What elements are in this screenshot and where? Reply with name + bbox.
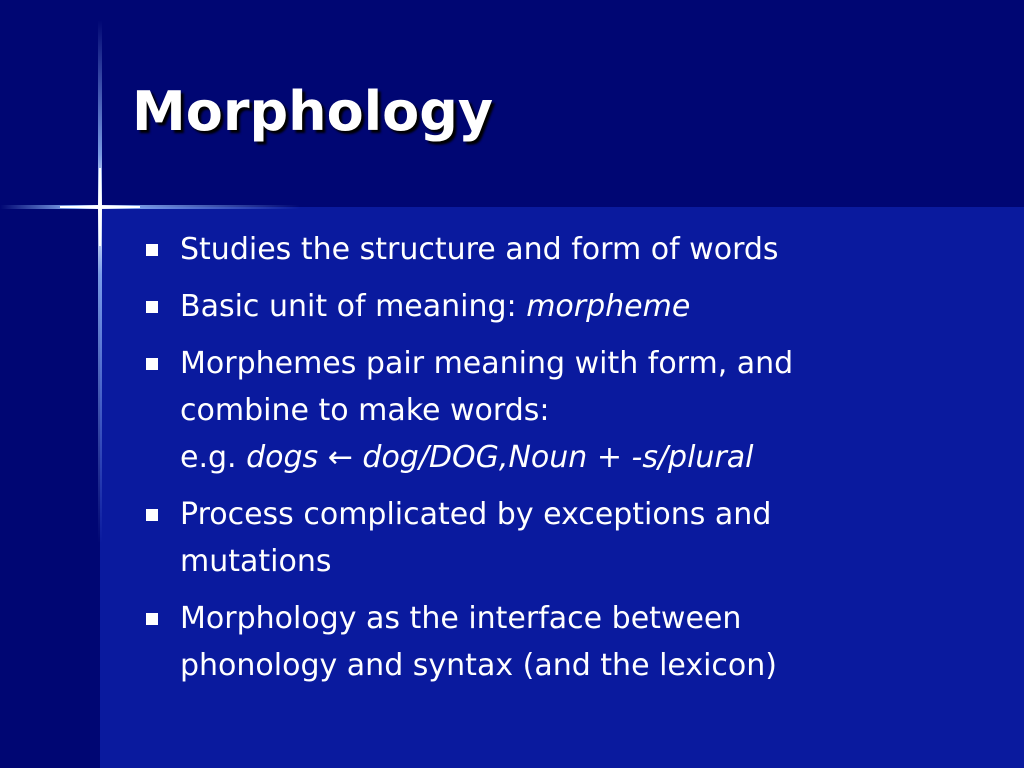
bullet-item [140,340,980,481]
corner-band [0,0,100,207]
bullet-item [140,283,980,330]
square-bullet-icon [146,613,158,625]
example-analysis: dog/DOG,Noun + -s/plural [352,440,754,475]
bullet-text-line: phonology and syntax (and the lexicon) [180,648,777,683]
horizontal-glow-line [0,205,300,209]
slide-title: Morphology [132,80,494,143]
emphasis-term: morpheme [526,289,691,324]
bullet-text-line: combine to make words: [180,393,550,428]
bullet-text-line: Morphology as the interface between [180,601,742,636]
bullet-text-line: mutations [180,544,332,579]
bullet-text-line: Process complicated by exceptions and [180,497,772,532]
left-arrow-icon: ← [327,440,353,475]
bullet-text-line: Morphemes pair meaning with form, and [180,346,794,381]
square-bullet-icon [146,358,158,370]
bullet-item [140,491,980,585]
square-bullet-icon [146,244,158,256]
side-band [0,207,100,768]
bullet-item [140,226,980,273]
bullet-list [140,226,980,699]
example-word: dogs [246,440,319,475]
star-sparkle-vertical [99,168,101,246]
square-bullet-icon [146,301,158,313]
square-bullet-icon [146,509,158,521]
example-prefix: e.g. [180,440,247,475]
vertical-glow-line [98,20,102,768]
bullet-text: Basic unit of meaning: [180,289,527,324]
bullet-text: Studies the structure and form of words [180,232,779,267]
bullet-item [140,595,980,689]
